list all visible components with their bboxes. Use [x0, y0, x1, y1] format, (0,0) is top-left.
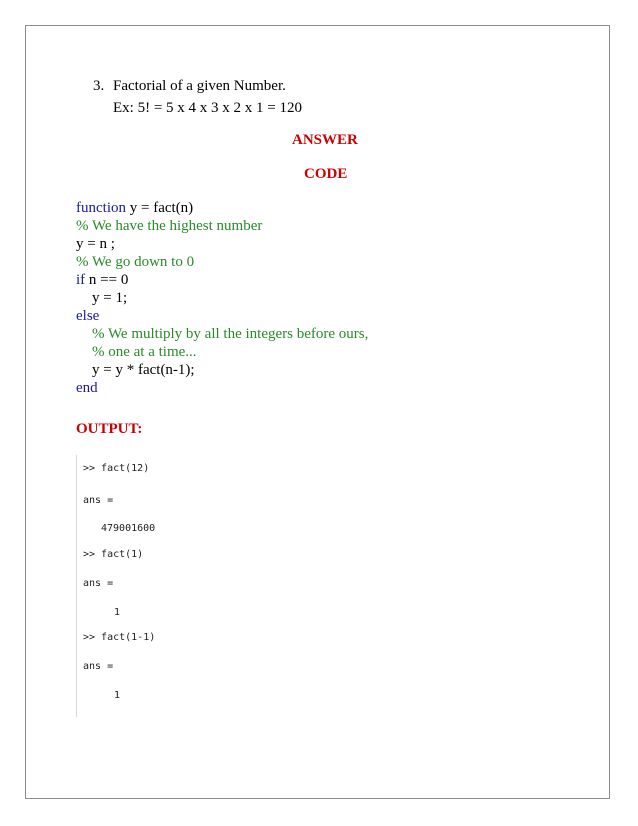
code-line-10: y = y * fact(n-1); — [92, 362, 195, 378]
code-line-3: y = n ; — [76, 236, 115, 252]
code-line-9: % one at a time... — [92, 344, 197, 360]
console-ans-label-1: ans = — [83, 495, 114, 506]
code-line-5-rest: n == 0 — [85, 272, 129, 288]
answer-heading: ANSWER — [292, 132, 358, 148]
task-example: Ex: 5! = 5 x 4 x 3 x 2 x 1 = 120 — [113, 100, 302, 116]
code-line-5 — [76, 271, 128, 289]
keyword-if: if — [76, 272, 86, 288]
console-ans-value-1: 479001600 — [101, 523, 156, 534]
console-output — [76, 455, 317, 717]
code-line-1-rest: y = fact(n) — [126, 200, 194, 216]
code-line-6: y = 1; — [92, 290, 128, 306]
code-line-7: else — [76, 308, 100, 324]
output-heading: OUTPUT: — [76, 421, 143, 437]
code-heading: CODE — [304, 166, 348, 182]
console-cmd-3: >> fact(1-1) — [83, 632, 156, 643]
code-line-2: % We have the highest number — [76, 218, 263, 234]
console-cmd-1: >> fact(12) — [83, 463, 150, 474]
console-ans-value-2: 1 — [114, 607, 121, 618]
code-line-8: % We multiply by all the integers before ours, — [92, 326, 369, 342]
code-line-11: end — [76, 380, 98, 396]
code-line-4: % We go down to 0 — [76, 254, 195, 270]
task-number: 3. — [93, 78, 105, 94]
task-title: Factorial of a given Number. — [113, 78, 286, 94]
code-line-1 — [76, 199, 193, 217]
console-ans-value-3: 1 — [114, 690, 121, 701]
console-ans-label-2: ans = — [83, 578, 114, 589]
keyword-function: function — [76, 200, 126, 216]
console-ans-label-3: ans = — [83, 661, 114, 672]
console-cmd-2: >> fact(1) — [83, 549, 144, 560]
